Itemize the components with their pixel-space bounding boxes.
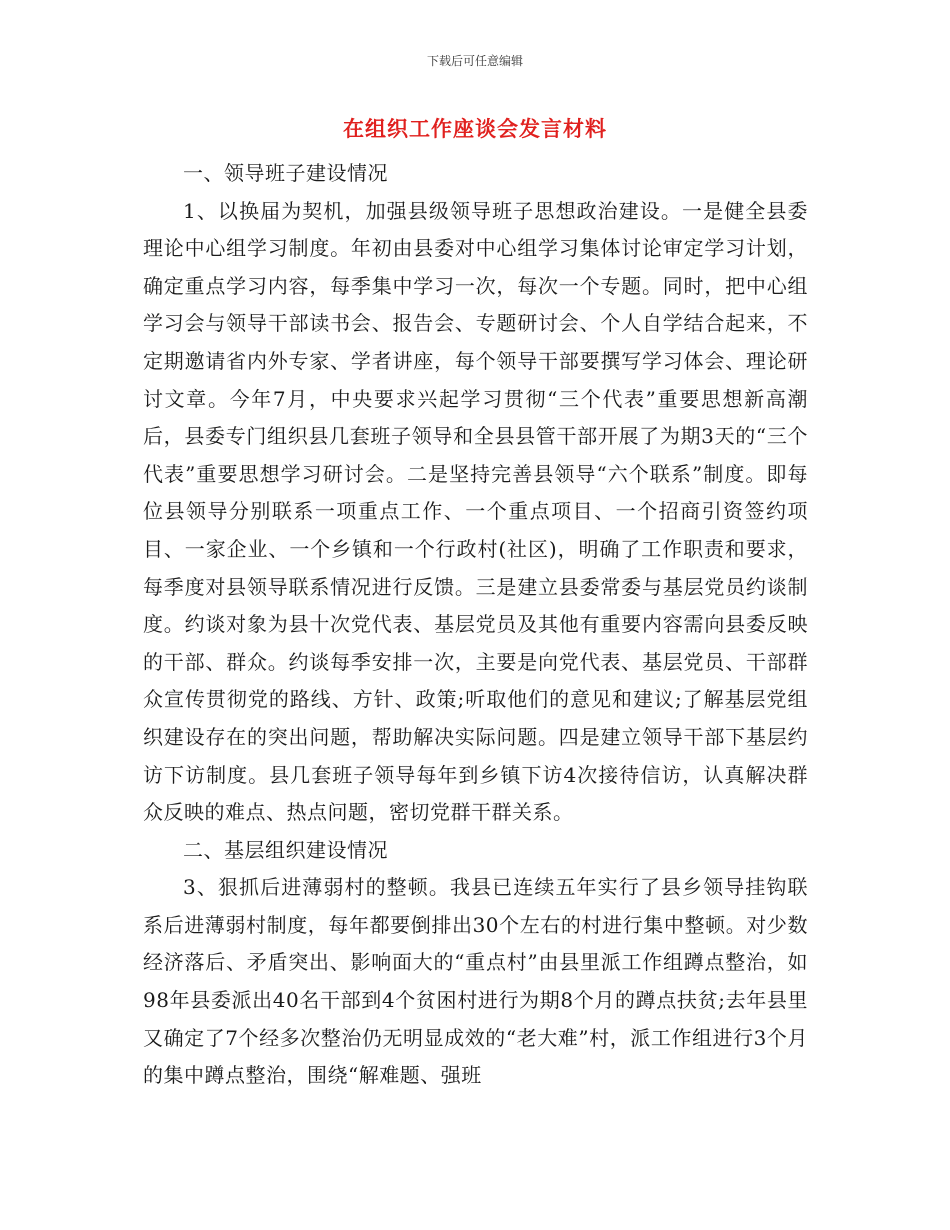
paragraph-1: 1、以换届为契机，加强县级领导班子思想政治建设。一是健全县委理论中心组学习制度。年初由县委对中心组学习集体讨论审定学习计划，确定重点学习内容，每季集中学习一次，每次一个专题。同时，把中心组学习会与领导干部读书会、报告会、专题研讨会、个人自学结合起来，不定期邀请省内外专家、学者讲座，每个领导干部要撰写学习体会、理论研讨文章。今年7月，中央要求兴起学习贯彻“三个代表”重要思想新高潮后，县委专门组织县几套班子领导和全县县管干部开展了为期3天的“三个代表”重要思想学习研讨会。二是坚持完善县领导“六个联系”制度。即每位县领导分别联系一项重点工作、一个重点项目、一个招商引资签约项目、一家企业、一个乡镇和一个行政村(社区)，明确了工作职责和要求，每季度对县领导联系情况进行反馈。三是建立县委常委与基层党员约谈制度。约谈对象为县十次党代表、基层党员及其他有重要内容需向县委反映的干部、群众。约谈每季安排一次，主要是向党代表、基层党员、干部群众宣传贯彻党的路线、方针、政策;听取他们的意见和建议;了解基层党组织建设存在的突出问题，帮助解决实际问题。四是建立领导干部下基层约访下访制度。县几套班子领导每年到乡镇下访4次接待信访，认真解决群众反映的难点、热点问题，密切党群干群关系。 [143,198,808,825]
page-header: 下载后可任意编辑 [426,54,523,68]
paragraph-2: 3、狠抓后进薄弱村的整顿。我县已连续五年实行了县乡领导挂钩联系后进薄弱村制度，每年都要倒排出30个左右的村进行集中整顿。对少数经济落后、矛盾突出、影响面大的“重点村”由县里派工作组蹲点整治，如98年县委派出40名干部到4个贫困村进行为期8个月的蹲点扶贫;去年县里又确定了7个经多次整治仍无明显成效的“老大难”村，派工作组进行3个月的集中蹲点整治，围绕“解难题、强班 [143,875,808,1088]
section-heading-1: 一、领导班子建设情况 [183,161,388,185]
section-heading-2: 二、基层组织建设情况 [183,837,388,862]
document-title: 在组织工作座谈会发言材料 [343,117,607,141]
document-body [143,155,808,1095]
